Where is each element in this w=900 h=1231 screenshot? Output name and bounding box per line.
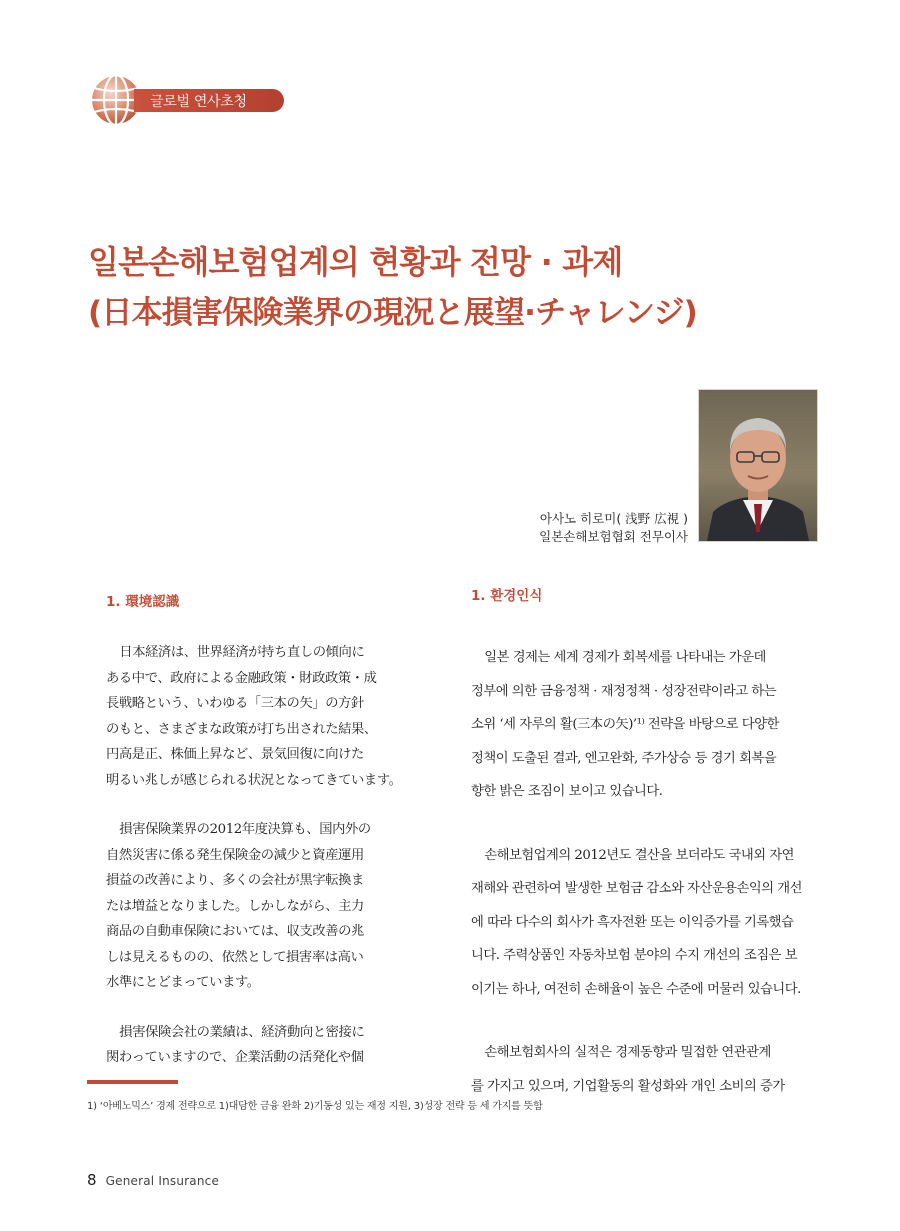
korean-paragraph-1: 일본 경제는 세계 경제가 회복세를 나타내는 가운데 정부에 의한 금융정책 · 재정정책 · 성장전략이라고 하는 소위 ‘세 자루의 활(三本の矢)’¹⁾ 전략을 바탕으로 다양한 정책이 도출된 결과, 엔고완화, 주가상승 등 경기 회복을 향한 밝은 조짐이 보이고 있습니다. [471,650,779,799]
korean-column [471,584,816,1133]
author-name: 아사노 히로미( 浅野 広視 ) [539,511,688,526]
japanese-column [106,590,416,1095]
korean-paragraph-3: 손해보험회사의 실적은 경제동향과 밀접한 연관관계 를 가지고 있으며, 기업활동의 활성화와 개인 소비의 증가 [471,1045,785,1094]
japanese-paragraph-3: 損害保険会社の業績は、経済動向と密接に 関わっていますので、企業活動の活発化や個 [106,1024,365,1065]
title-japanese: (日本損害保険業界の現況と展望·チャレンジ) [88,295,698,331]
article-title [88,238,868,338]
footnote: 1) ‘아베노믹스’ 경제 전략으로 1)대담한 금융 완화 2)기동성 있는 재정 지원, 3)성장 전략 등 세 가지를 뜻함 [87,1101,543,1112]
korean-paragraph-2: 손해보험업계의 2012년도 결산을 보더라도 국내외 자연 재해와 관련하여 발생한 보험금 감소와 자산운용손익의 개선 에 따라 다수의 회사가 흑자전환 또는 이익증가를 기록했습 니다. 주력상품인 자동차보험 분야의 수지 개선의 조짐은 보 이기는 하나, 여전히 손해율이 높은 수준에 머물러 있습니다. [471,847,802,997]
footnote-rule [87,1080,178,1084]
page-number: 8 [87,1171,97,1189]
magazine-name: General Insurance [105,1174,220,1188]
japanese-paragraph-2: 損害保険業界の2012年度決算も、国内外の 自然災害に係る発生保険金の減少と資産運用 損益の改善により、多くの会社が黒字転換ま たは増益となりました。しかしながら、主力 商品の自動車保険においては、収支改善の兆 しは見えるものの、依然として損害率は高い 水準にとどまっています。 [106,822,371,990]
korean-heading: 1. 환경인식 [471,588,543,604]
section-tag-label: 글로벌 연사초청 [150,94,247,110]
section-tag [88,72,288,128]
japanese-heading: 1. 環境認識 [106,594,180,610]
page-footer [87,1170,219,1189]
author-photo [698,389,818,542]
japanese-paragraph-1: 日本経済は、世界経済が持ち直しの傾向に ある中で、政府による金融政策・財政政策・成 長戦略という、いわゆる「三本の矢」の方針 のもと、さまざまな政策が打ち出された結果、 円高是正、株価上昇など、景気回復に向けた 明るい兆しが感じられる状況となってきています。 [106,645,402,788]
author-caption [539,510,688,546]
title-korean: 일본손해보험업계의 현황과 전망 · 과제 [88,243,623,281]
portrait-illustration [699,390,817,541]
author-position: 일본손해보험협회 전무이사 [539,529,688,544]
